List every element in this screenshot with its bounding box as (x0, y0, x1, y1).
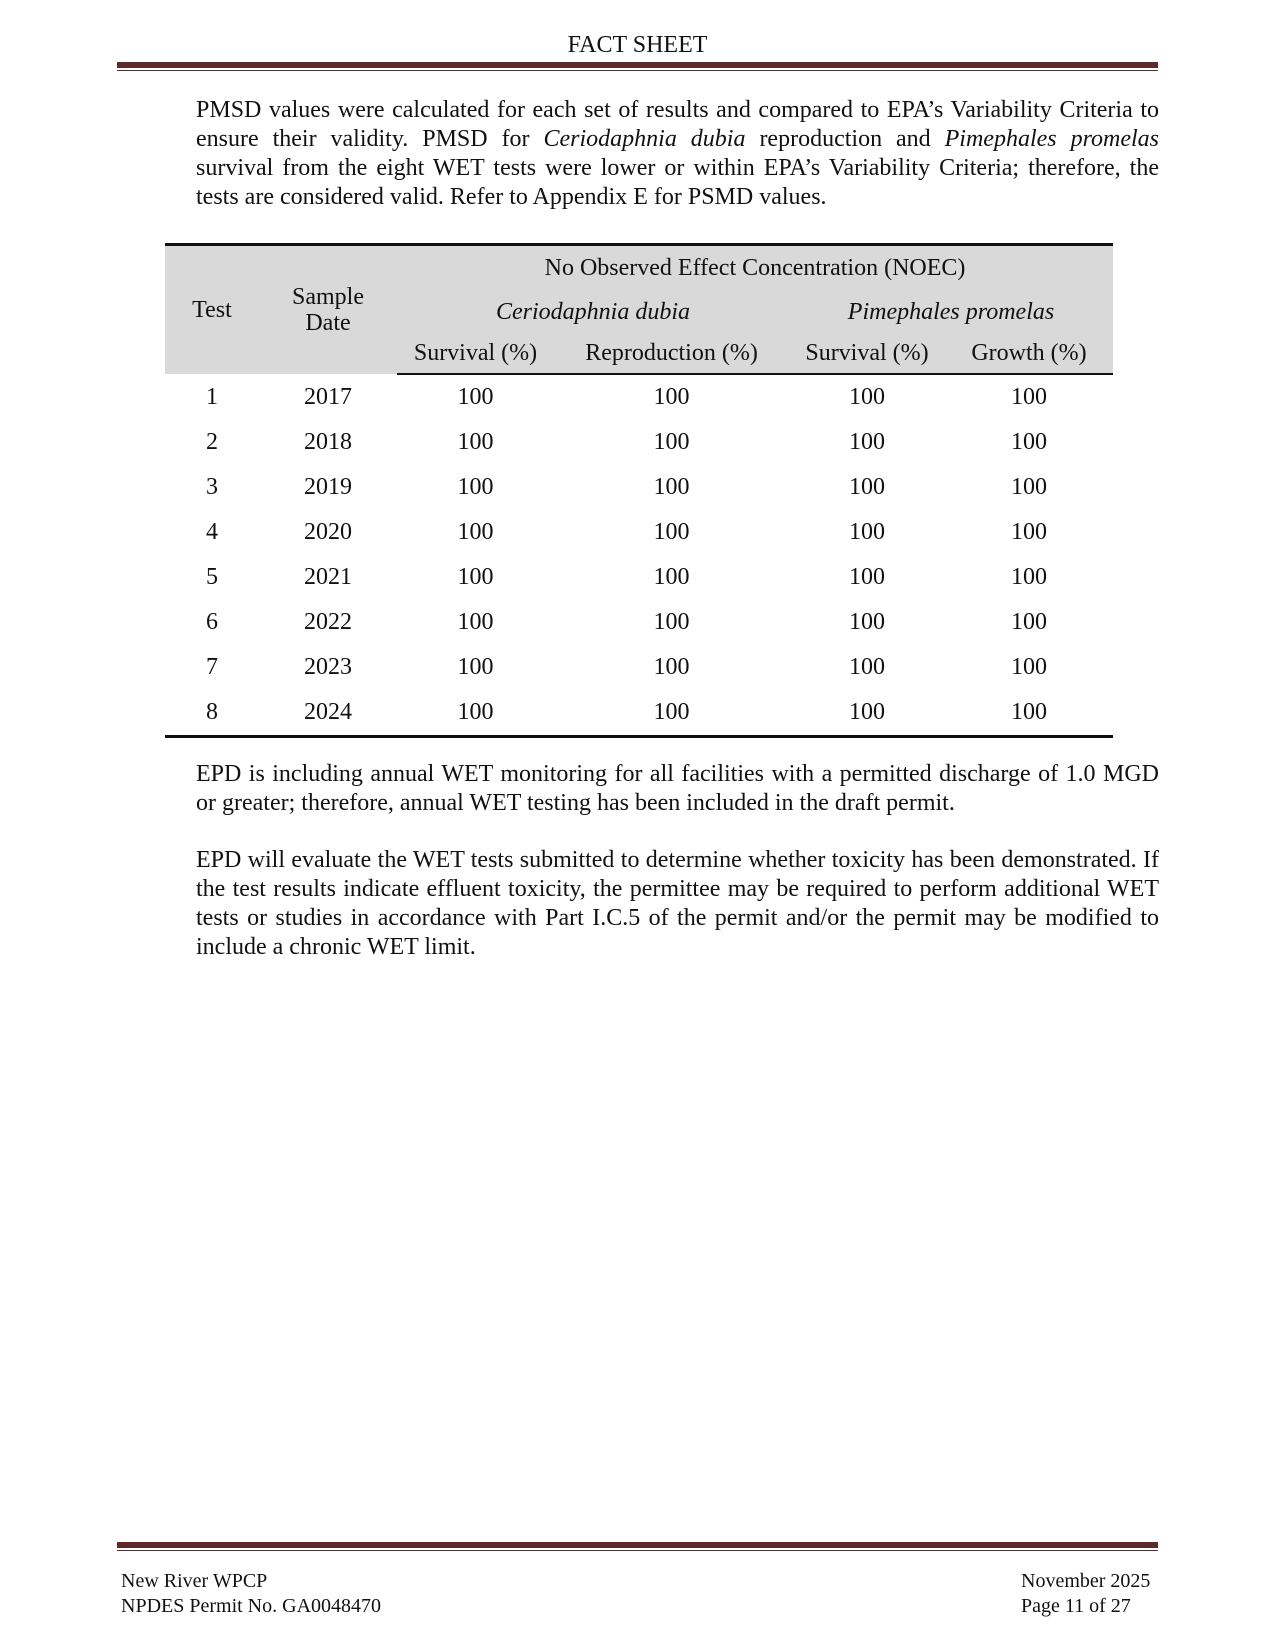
species-name-pimephales: Pimephales promelas (944, 126, 1160, 152)
header-rule-thin (117, 70, 1158, 71)
footer-left (121, 1569, 381, 1619)
cell-cd-reproduction: 100 (554, 690, 789, 737)
cell-pp-growth: 100 (1011, 474, 1047, 500)
cell-test: 4 (206, 519, 218, 545)
header-sample-date (259, 245, 397, 375)
footer-permit-number: NPDES Permit No. GA0048470 (121, 1595, 382, 1617)
cell-pp-survival: 100 (849, 609, 885, 635)
cell-pp-growth: 100 (945, 690, 1113, 737)
cell-pp-growth: 100 (1011, 564, 1047, 590)
cell-cd-survival: 100 (457, 519, 494, 545)
header-cd-reproduction: Reproduction (%) (554, 333, 789, 374)
cell-pp-survival: 100 (849, 564, 885, 590)
cell-cd-survival: 100 (397, 690, 554, 737)
cell-cd-reproduction: 100 (653, 564, 690, 590)
header-cd-survival: Survival (%) (397, 333, 554, 374)
cell-cd-survival: 100 (457, 564, 494, 590)
cell-pp-survival: 100 (849, 384, 885, 410)
species-name-ceriodaphnia: Ceriodaphnia dubia (543, 126, 746, 152)
cell-pp-survival: 100 (849, 519, 885, 545)
paragraph-pmsd (196, 96, 1159, 212)
footer-facility: New River WPCP (121, 1570, 268, 1592)
cell-test: 1 (206, 383, 218, 410)
cell-pp-growth: 100 (1011, 609, 1047, 635)
header-species-pimephales: Pimephales promelas (847, 298, 1055, 325)
header-pp-growth: Growth (%) (945, 333, 1113, 374)
footer-rule-thick (117, 1542, 1158, 1548)
table-row (165, 510, 1113, 555)
header-species-ceriodaphnia: Ceriodaphnia dubia (495, 298, 690, 325)
cell-cd-survival: 100 (457, 474, 494, 500)
cell-pp-survival: 100 (849, 474, 885, 500)
noec-results-table (165, 243, 1113, 738)
cell-test: 6 (206, 609, 218, 635)
paragraph-evaluation: EPD will evaluate the WET tests submitted to determine whether toxicity has been demonstrated. If the test results indicate effluent toxicity, the permittee may be required to perform additional WET tests or studies in accordance with Part I.C.5 of the permit and/or the permit may be modified to include a chronic WET limit. (196, 847, 1159, 960)
cell-cd-reproduction: 100 (653, 519, 690, 545)
cell-test: 7 (206, 654, 218, 680)
table-row (165, 600, 1113, 645)
table-row (165, 420, 1113, 465)
table-row (165, 465, 1113, 510)
cell-pp-survival: 100 (849, 654, 885, 680)
cell-date: 2021 (304, 564, 352, 590)
paragraph-pmsd-part3: survival from the eight WET tests were lower or within EPA’s Variability Criteria; therefore, the tests are considered valid. Refer to Appendix E for PSMD values. (196, 155, 1159, 210)
footer-page-number: Page 11 of 27 (1021, 1595, 1131, 1617)
cell-pp-growth: 100 (1011, 429, 1047, 455)
cell-test: 2 (206, 429, 218, 455)
cell-pp-growth: 100 (1011, 519, 1047, 545)
paragraph-pmsd-part2: reproduction and (745, 126, 945, 152)
table-row (165, 555, 1113, 600)
cell-cd-reproduction: 100 (653, 429, 690, 455)
cell-pp-survival: 100 (789, 690, 945, 737)
cell-date: 2018 (304, 429, 352, 455)
footer-rule-thin (117, 1550, 1158, 1551)
cell-cd-reproduction: 100 (653, 474, 690, 500)
header-rule-thick (117, 62, 1158, 68)
paragraph-annual-wet: EPD is including annual WET monitoring for all facilities with a permitted discharge of 1.0 MGD or greater; therefore, annual WET testing has been included in the draft permit. (196, 761, 1159, 816)
table-row (165, 645, 1113, 690)
cell-cd-survival: 100 (457, 429, 494, 455)
cell-test: 5 (206, 564, 218, 590)
cell-date: 2019 (304, 474, 352, 500)
cell-test: 3 (206, 474, 218, 500)
cell-pp-growth: 100 (1011, 384, 1047, 410)
cell-pp-growth: 100 (1011, 654, 1047, 680)
cell-date: 2017 (304, 383, 352, 410)
header-noec-group: No Observed Effect Concentration (NOEC) (397, 245, 1113, 291)
cell-cd-survival: 100 (457, 654, 494, 680)
cell-date: 2022 (304, 609, 352, 635)
cell-cd-survival: 100 (457, 384, 494, 410)
header-sample-date-label: Sample Date (292, 284, 364, 336)
cell-date: 2024 (259, 690, 397, 737)
paragraph-pmsd-part1: PMSD values were calculated for each set of results and compared to EPA’s Variability Criteria to ensure their validity. PMSD for (196, 97, 1159, 152)
cell-cd-reproduction: 100 (653, 384, 690, 410)
footer-date: November 2025 (1021, 1570, 1151, 1592)
page-header-title: FACT SHEET (567, 32, 708, 58)
footer-right (1021, 1569, 1150, 1619)
cell-date: 2020 (304, 519, 352, 545)
cell-cd-reproduction: 100 (653, 654, 690, 680)
header-pp-survival: Survival (%) (789, 333, 945, 374)
header-test: Test (165, 245, 259, 375)
cell-date: 2023 (304, 654, 352, 680)
cell-cd-survival: 100 (457, 609, 494, 635)
cell-pp-survival: 100 (849, 429, 885, 455)
cell-test: 8 (165, 690, 259, 737)
table-row (165, 690, 1113, 737)
cell-cd-reproduction: 100 (653, 609, 690, 635)
table-row (165, 374, 1113, 420)
